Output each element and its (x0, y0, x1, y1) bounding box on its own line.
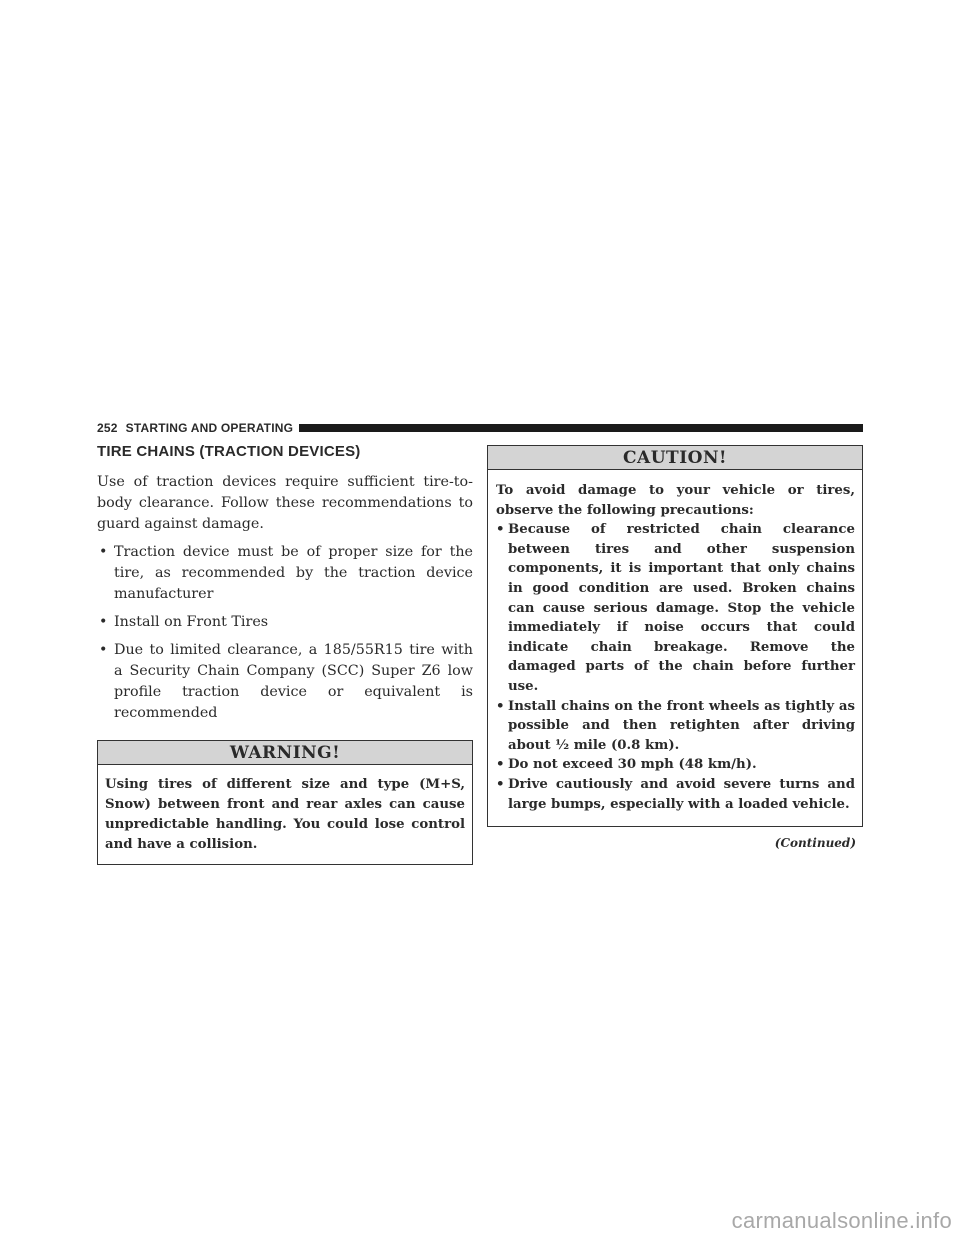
bullet-icon: • (99, 642, 108, 658)
warning-heading: WARNING! (98, 741, 472, 765)
bullet-icon: • (99, 544, 108, 560)
list-item-text: Install chains on the front wheels as tightly as possible and then retighten after driving about ½ mile (0.8 km). (508, 698, 855, 753)
list-item-text: Install on Front Tires (114, 614, 269, 630)
caution-heading: CAUTION! (488, 446, 862, 470)
list-item (496, 697, 855, 756)
intro-paragraph: Use of traction devices require sufficient tire-to-body clearance. Follow these recommendations to guard against damage. (97, 474, 473, 532)
bullet-icon: • (496, 522, 505, 538)
watermark: carmanualsonline.info (731, 1208, 952, 1233)
section-title: TIRE CHAINS (TRACTION DEVICES) (97, 443, 361, 460)
list-item-text: Do not exceed 30 mph (48 km/h). (508, 757, 757, 773)
section-name: STARTING AND OPERATING (125, 421, 294, 435)
header-rule (299, 424, 863, 432)
left-column (97, 443, 473, 865)
caution-intro: To avoid damage to your vehicle or tires, observe the following precautions: (496, 483, 855, 518)
recommendation-list (97, 542, 473, 724)
list-item-text: Because of restricted chain clearance between tires and other suspension components, it is important that only chains in good condition are used. Broken chains can cause serious damage. Stop the vehicle immediately if noise occurs that could indicate chain breakage. Remove the damaged parts of the chain before further use. (508, 522, 855, 694)
list-item-text: Due to limited clearance, a 185/55R15 tire with a Security Chain Company (SCC) Super Z6 low profile traction device or equivalent is recommended (114, 642, 473, 721)
page-header (97, 421, 863, 435)
caution-box (487, 445, 863, 827)
list-item-text: Traction device must be of proper size for the tire, as recommended by the traction device manufacturer (114, 544, 473, 602)
bullet-icon: • (496, 698, 505, 714)
right-column (487, 445, 863, 850)
list-item (496, 755, 855, 775)
continued-note: (Continued) (774, 836, 856, 851)
caution-list (496, 520, 855, 814)
list-item (496, 520, 855, 696)
bullet-icon: • (496, 776, 505, 792)
list-item (97, 612, 473, 633)
page-number: 252 (97, 421, 118, 435)
warning-text: Using tires of different size and type (M+S, Snow) between front and rear axles can cause unpredictable handling. You could lose control and have a collision. (105, 777, 465, 852)
list-item-text: Drive cautiously and avoid severe turns and large bumps, especially with a loaded vehicle. (508, 776, 855, 812)
list-item (97, 640, 473, 724)
bullet-icon: • (496, 757, 505, 773)
bullet-icon: • (99, 614, 108, 630)
warning-box (97, 740, 473, 865)
list-item (496, 775, 855, 814)
list-item (97, 542, 473, 605)
